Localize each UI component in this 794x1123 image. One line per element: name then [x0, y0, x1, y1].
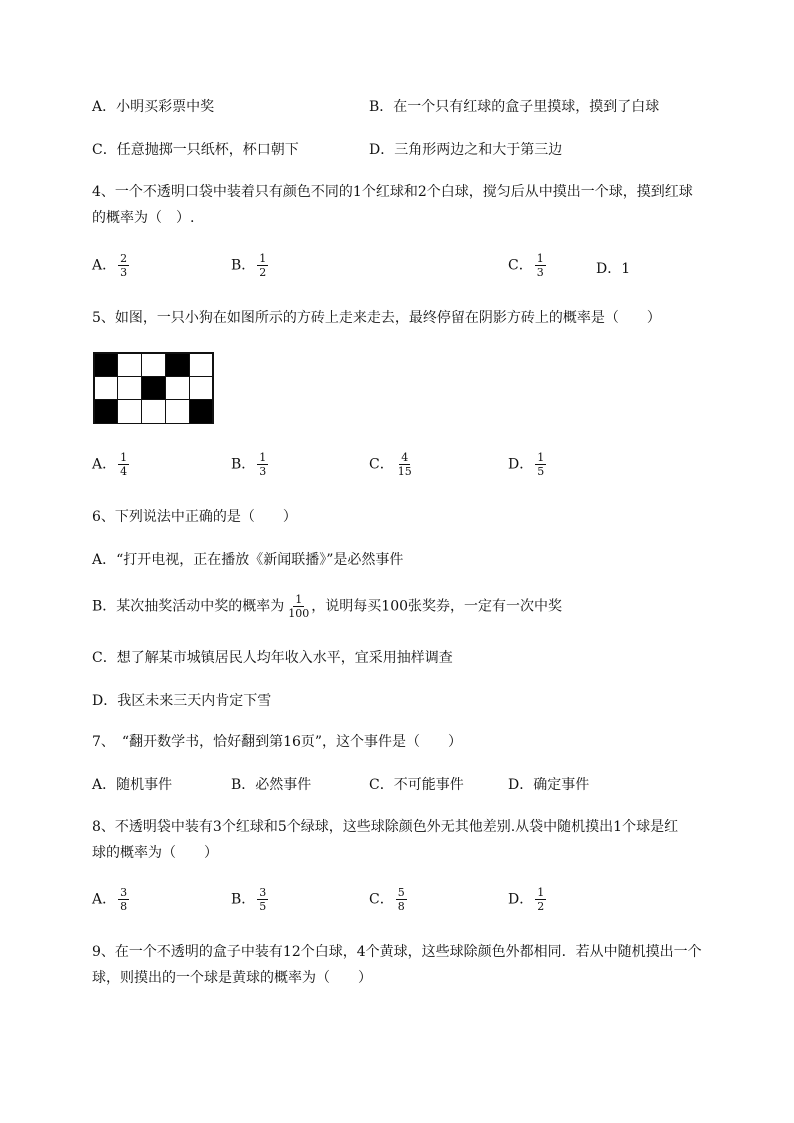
- numerator: 1: [259, 252, 267, 265]
- q9-stem-line2: 球，则摸出的一个球是黄球的概率为（ ）: [92, 970, 372, 986]
- option-label: B．: [231, 891, 256, 908]
- option-label: D．: [508, 456, 534, 473]
- q3-option-d: D．三角形两边之和大于第三边: [369, 142, 563, 158]
- q8-stem-line1: 8、不透明袋中装有3个红球和5个绿球，这些球除颜色外无其他差别.从袋中随机摸出1个球是红: [92, 819, 679, 835]
- tile-grid-figure: [93, 352, 214, 424]
- q6-option-c: C．想了解某市城镇居民人均年收入水平，宜采用抽样调查: [92, 650, 453, 666]
- q5-option-d: [508, 451, 546, 478]
- plain-tile: [165, 399, 190, 423]
- q7-stem: 7、 “翻开数学书，恰好翻到第16页”，这个事件是（ ）: [92, 734, 463, 750]
- plain-tile: [165, 376, 190, 400]
- option-label: C．: [369, 891, 394, 908]
- fraction: [535, 451, 546, 478]
- q8-option-c: [369, 886, 407, 913]
- denominator: 2: [537, 900, 545, 913]
- plain-tile: [94, 376, 119, 400]
- q6-stem: 6、下列说法中正确的是（ ）: [92, 509, 297, 525]
- numerator: 1: [295, 593, 303, 606]
- fraction: [257, 886, 268, 913]
- q9-stem-line1: 9、在一个不透明的盒子中装有12个白球，4个黄球，这些球除颜色外都相同．若从中随机摸出一个: [92, 944, 702, 960]
- q4-option-b: [231, 252, 268, 279]
- plain-tile: [189, 353, 214, 377]
- q4-stem-line2: 的概率为（ ）.: [92, 210, 195, 226]
- fraction: [118, 252, 129, 279]
- q7-option-a: A．随机事件: [92, 777, 173, 793]
- q7-option-d: D．确定事件: [508, 777, 590, 793]
- denominator: 15: [397, 465, 412, 478]
- denominator: 3: [259, 465, 267, 478]
- plain-tile: [117, 376, 142, 400]
- q4-stem-line1: 4、一个不透明口袋中装着只有颜色不同的1个红球和2个白球，搅匀后从中摸出一个球，摸到红球: [92, 184, 693, 200]
- denominator: 100: [288, 607, 310, 620]
- q6-option-b: [92, 593, 562, 620]
- numerator: 1: [259, 451, 267, 464]
- option-label: C．: [369, 456, 394, 473]
- option-b-text-after: ，说明每买100张奖券，一定有一次中奖: [311, 598, 563, 615]
- q8-option-d: [508, 886, 546, 913]
- option-label: B．: [231, 456, 256, 473]
- denominator: 8: [120, 900, 128, 913]
- option-label: A．: [92, 456, 117, 473]
- shaded-tile: [94, 399, 119, 423]
- plain-tile: [141, 399, 166, 423]
- q6-option-a: A．“打开电视，正在播放《新闻联播》”是必然事件: [92, 552, 404, 568]
- numerator: 1: [537, 451, 545, 464]
- fraction: [396, 451, 414, 478]
- plain-tile: [117, 399, 142, 423]
- fraction: [535, 252, 546, 279]
- option-label: A．: [92, 891, 117, 908]
- q7-option-c: C．不可能事件: [369, 777, 464, 793]
- q5-option-a: [92, 451, 129, 478]
- shaded-tile: [189, 399, 214, 423]
- denominator: 2: [259, 266, 267, 279]
- option-b-text-before: B．某次抽奖活动中奖的概率为: [92, 598, 285, 615]
- q8-stem-line2: 球的概率为（ ）: [92, 845, 218, 861]
- plain-tile: [141, 353, 166, 377]
- q4-option-c: [508, 252, 546, 279]
- q5-option-b: [231, 451, 268, 478]
- q8-option-b: [231, 886, 268, 913]
- fraction: [257, 451, 268, 478]
- plain-tile: [117, 353, 142, 377]
- numerator: 3: [259, 886, 267, 899]
- q5-stem: 5、如图，一只小狗在如图所示的方砖上走来走去，最终停留在阴影方砖上的概率是（ ）: [92, 310, 661, 326]
- q4-option-d: D．1: [596, 261, 631, 277]
- fraction: [286, 593, 311, 620]
- q4-option-a: [92, 252, 129, 279]
- numerator: 1: [537, 886, 545, 899]
- q8-option-a: [92, 886, 129, 913]
- denominator: 5: [259, 900, 267, 913]
- shaded-tile: [165, 353, 190, 377]
- denominator: 3: [536, 266, 544, 279]
- numerator: 1: [120, 451, 128, 464]
- fraction: [118, 886, 129, 913]
- q3-option-a: A．小明买彩票中奖: [92, 99, 215, 115]
- numerator: 5: [397, 886, 405, 899]
- q6-option-d: D．我区未来三天内肯定下雪: [92, 693, 272, 709]
- q7-option-b: B．必然事件: [231, 777, 312, 793]
- shaded-tile: [141, 376, 166, 400]
- numerator: 4: [401, 451, 409, 464]
- fraction: [396, 886, 407, 913]
- shaded-tile: [94, 353, 119, 377]
- option-label: B．: [231, 257, 256, 274]
- q3-option-c: C．任意抛掷一只纸杯，杯口朝下: [92, 142, 299, 158]
- fraction: [257, 252, 268, 279]
- option-label: A．: [92, 257, 117, 274]
- fraction: [118, 451, 129, 478]
- denominator: 4: [120, 465, 128, 478]
- q3-option-b: B．在一个只有红球的盒子里摸球，摸到了白球: [369, 99, 660, 115]
- denominator: 8: [397, 900, 405, 913]
- denominator: 3: [120, 266, 128, 279]
- numerator: 1: [536, 252, 544, 265]
- denominator: 5: [537, 465, 545, 478]
- q5-option-c: [369, 451, 414, 478]
- option-label: C．: [508, 257, 533, 274]
- fraction: [535, 886, 546, 913]
- plain-tile: [189, 376, 214, 400]
- option-label: D．: [508, 891, 534, 908]
- numerator: 3: [120, 886, 128, 899]
- numerator: 2: [120, 252, 128, 265]
